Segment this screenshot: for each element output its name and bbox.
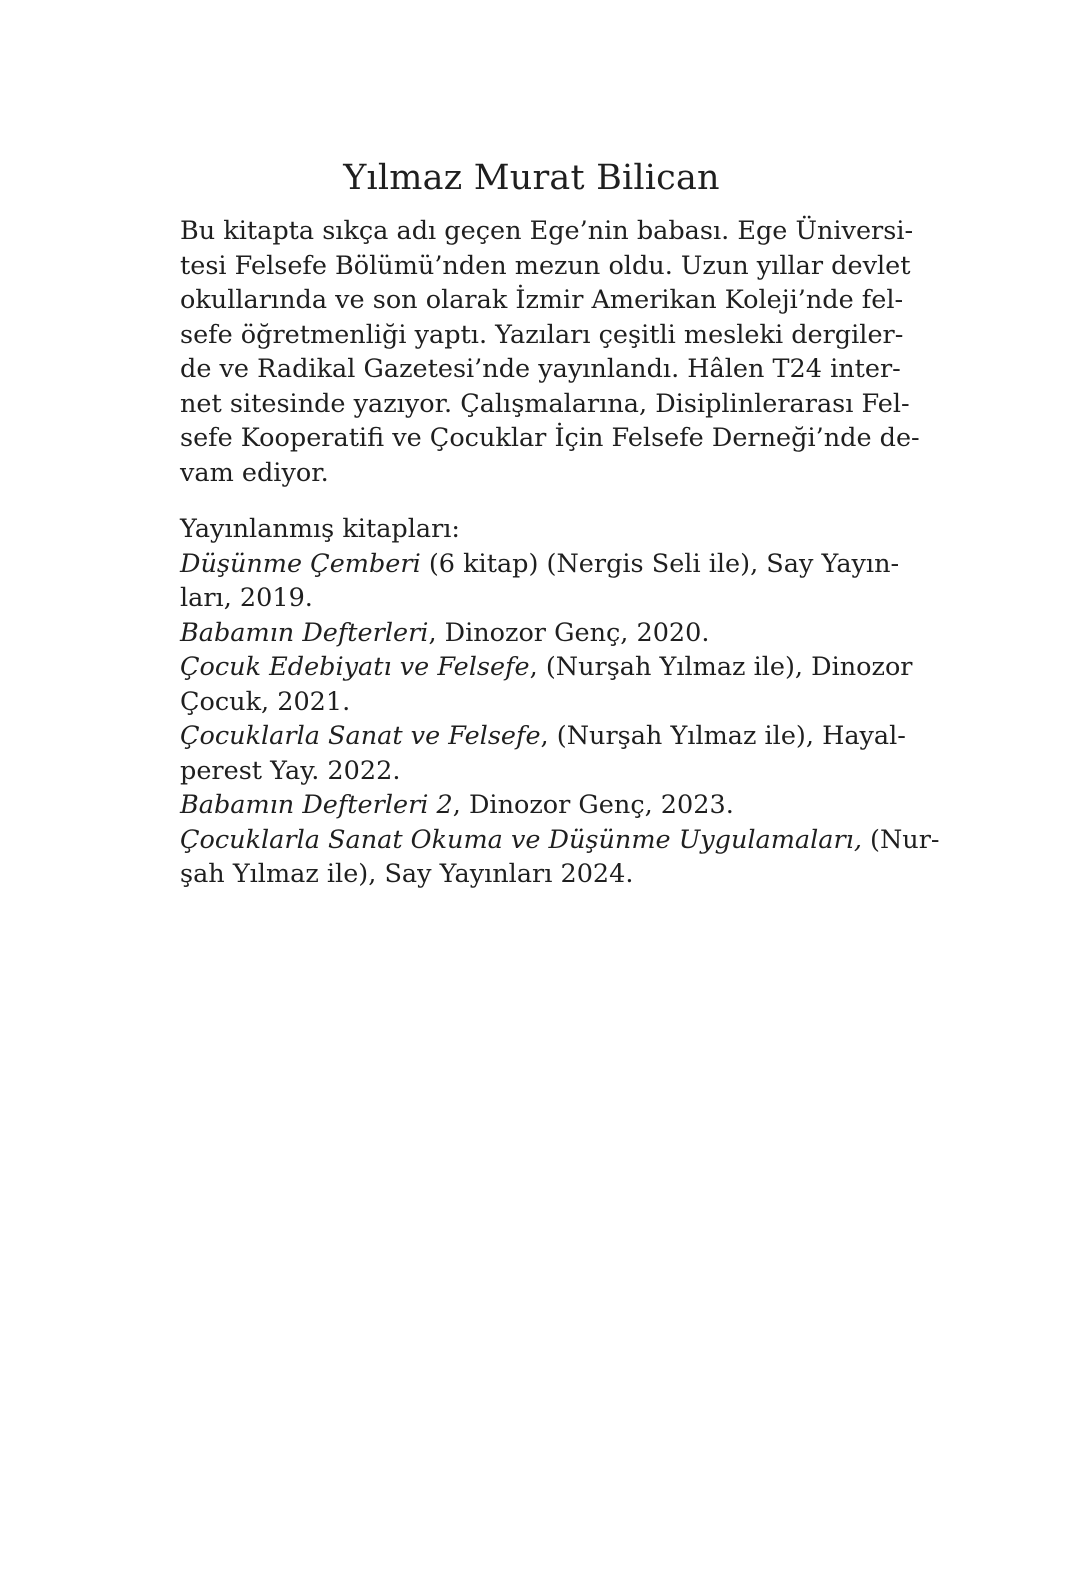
book-entry-line [180, 719, 906, 754]
books-heading: Yayınlanmış kitapları: [180, 514, 461, 544]
book-title: Çocuklarla Sanat Okuma ve Düşünme Uygulamaları, [180, 824, 862, 855]
book-entry-line [180, 788, 883, 823]
book-entry-line [180, 547, 900, 582]
page-content [180, 152, 940, 892]
book-entry-line [180, 650, 913, 685]
book-entry-line: perest Yay. 2022. [180, 755, 401, 786]
book-details: , Dinozor Genç, 2023. [452, 790, 734, 820]
bio-line: net sitesinde yazıyor. Çalışmalarına, Disiplinlerarası Fel- [180, 388, 910, 419]
book-entry-line: Çocuk, 2021. [180, 686, 351, 717]
book-title: Çocuk Edebiyatı ve Felsefe [180, 652, 530, 682]
book-details: (6 kitap) (Nergis Seli ile), Say Yayın- [420, 548, 900, 579]
bio-line: sefe öğretmenliği yaptı. Yazıları çeşitli mesleki dergiler- [180, 319, 904, 350]
book-title: Düşünme Çemberi [180, 548, 421, 579]
book-details: , (Nurşah Yılmaz ile), Dinozor [529, 652, 913, 682]
book-title: Çocuklarla Sanat ve Felsefe [180, 721, 541, 751]
book-details: (Nur- [861, 824, 940, 855]
bio-line: sefe Kooperatifi ve Çocuklar İçin Felsefe Derneği’nde de- [180, 423, 920, 453]
book-entry-line: ları, 2019. [180, 583, 313, 613]
book-entry-line: şah Yılmaz ile), Say Yayınları 2024. [180, 859, 634, 889]
bio-line: okullarında ve son olarak İzmir Amerikan Koleji’nde fel- [180, 285, 904, 315]
bio-line: de ve Radikal Gazetesi’nde yayınlandı. Hâlen T24 inter- [180, 354, 901, 384]
book-details: , Dinozor Genç, 2020. [428, 617, 710, 648]
book-details: , (Nurşah Yılmaz ile), Hayal- [540, 721, 906, 751]
author-biography [180, 214, 920, 490]
bio-line: tesi Felsefe Bölümü’nden mezun oldu. Uzun yıllar devlet [180, 250, 911, 281]
bio-line: Bu kitapta sıkça adı geçen Ege’nin babası. Ege Üniversi- [180, 216, 914, 246]
published-books-list [180, 512, 940, 892]
book-entry-line [180, 616, 883, 651]
book-entry-line [180, 823, 940, 858]
author-name-title: Yılmaz Murat Bilican [343, 158, 720, 198]
bio-line: vam ediyor. [180, 457, 329, 488]
book-title: Babamın Defterleri [180, 617, 429, 648]
book-title: Babamın Defterleri 2 [180, 790, 453, 820]
